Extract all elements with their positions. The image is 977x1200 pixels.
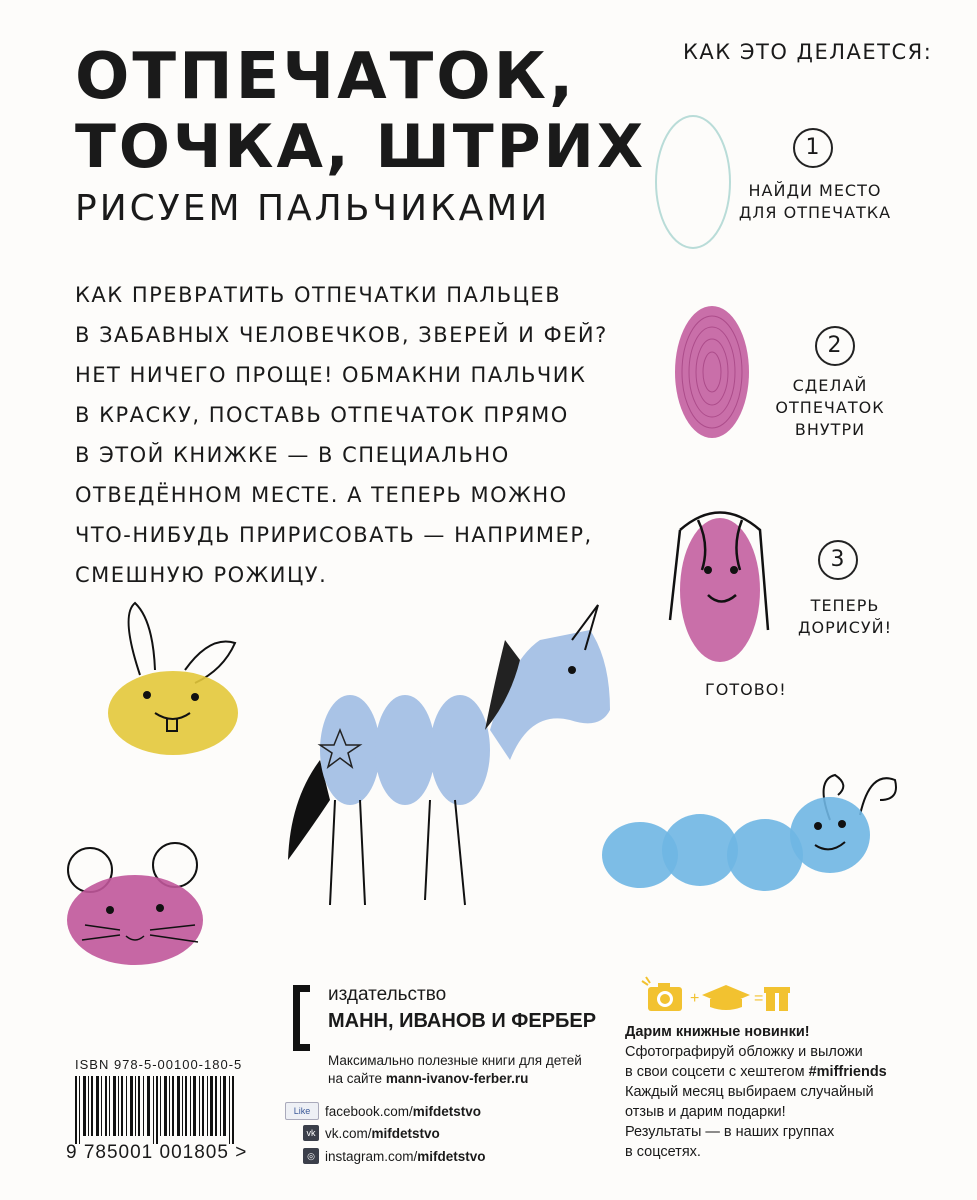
barcode-digits: 9 785001 001805 > [66,1142,248,1163]
instagram-icon: ◎ [303,1148,319,1164]
step-2-number: 2 [815,326,855,366]
publisher-logo-bracket [293,985,310,1051]
vk-icon: vk [303,1125,319,1141]
empty-fingerprint-outline [650,110,740,260]
book-subtitle: РИСУЕМ ПАЛЬЧИКАМИ [75,188,551,229]
publisher-name: МАНН, ИВАНОВ И ФЕРБЕР [328,1010,597,1032]
intro-line: НЕТ НИЧЕГО ПРОЩЕ! ОБМАКНИ ПАЛЬЧИК [75,363,587,387]
barcode-image [75,1076,250,1144]
intro-line: В ЭТОЙ КНИЖКЕ — В СПЕЦИАЛЬНО [75,443,510,467]
intro-text [75,275,635,595]
plus-sign: + [690,990,700,1007]
gift-icon [764,987,790,1011]
publisher-label: издательство [328,984,447,1005]
intro-line: ЧТО-НИБУДЬ ПРИРИСОВАТЬ — НАПРИМЕР, [75,523,593,547]
facebook-like-icon: Like [285,1102,319,1120]
step-3-text: ТЕПЕРЬ ДОРИСУЙ! [797,596,892,637]
intro-line: КАК ПРЕВРАТИТЬ ОТПЕЧАТКИ ПАЛЬЦЕВ [75,283,562,307]
intro-line: В ЗАБАВНЫХ ЧЕЛОВЕЧКОВ, ЗВЕРЕЙ И ФЕЙ? [75,323,608,347]
camera-icon [642,977,682,1011]
graduation-cap-icon [702,985,750,1010]
promo-text: Дарим книжные новинки! Сфотографируй обложку и выложи в свои соцсети с хештегом #miffriends Каждый месяц выбираем случайный отзыв и дарим подарки! Результаты — в наших группах в соцсетях. [625,1022,945,1162]
unicorn-illustration [280,600,630,920]
step-1-text: НАЙДИ МЕСТО ДЛЯ ОТПЕЧАТКА [738,181,892,222]
done-label: ГОТОВО! [705,680,787,699]
promo-icons [640,975,790,1015]
social-instagram[interactable]: ◎ instagram.com/mifdetstvo [303,1148,486,1164]
intro-line: В КРАСКУ, ПОСТАВЬ ОТПЕЧАТОК ПРЯМО [75,403,569,427]
step-1-number: 1 [793,128,833,168]
intro-line: СМЕШНУЮ РОЖИЦУ. [75,563,328,587]
step-2-text: СДЕЛАЙ ОТПЕЧАТОК ВНУТРИ [775,376,885,439]
equals-sign: = [754,990,764,1007]
mouse-illustration [50,840,230,980]
social-facebook[interactable]: Like facebook.com/mifdetstvo [285,1102,481,1120]
pink-fingerprint [665,300,765,450]
book-title-line1: ОТПЕЧАТОК, [75,40,577,114]
how-to-title: КАК ЭТО ДЕЛАЕТСЯ: [683,40,933,64]
social-vk[interactable]: vk vk.com/mifdetstvo [303,1125,440,1141]
publisher-site-link[interactable]: mann-ivanov-ferber.ru [385,1071,529,1086]
promo-hashtag: #miffriends [808,1064,887,1080]
isbn-text: ISBN 978-5-00100-180-5 [75,1057,243,1072]
bunny-illustration [95,595,265,765]
promo-heading: Дарим книжные новинки! [625,1024,810,1040]
step-3-number: 3 [818,540,858,580]
intro-line: ОТВЕДЁННОМ МЕСТЕ. А ТЕПЕРЬ МОЖНО [75,483,568,507]
publisher-description: Максимально полезные книги для детей на сайте mann-ivanov-ferber.ru [328,1053,582,1086]
girl-face-fingerprint [650,500,790,680]
book-title-line2: ТОЧКА, ШТРИХ [75,112,647,182]
caterpillar-illustration [600,760,920,910]
